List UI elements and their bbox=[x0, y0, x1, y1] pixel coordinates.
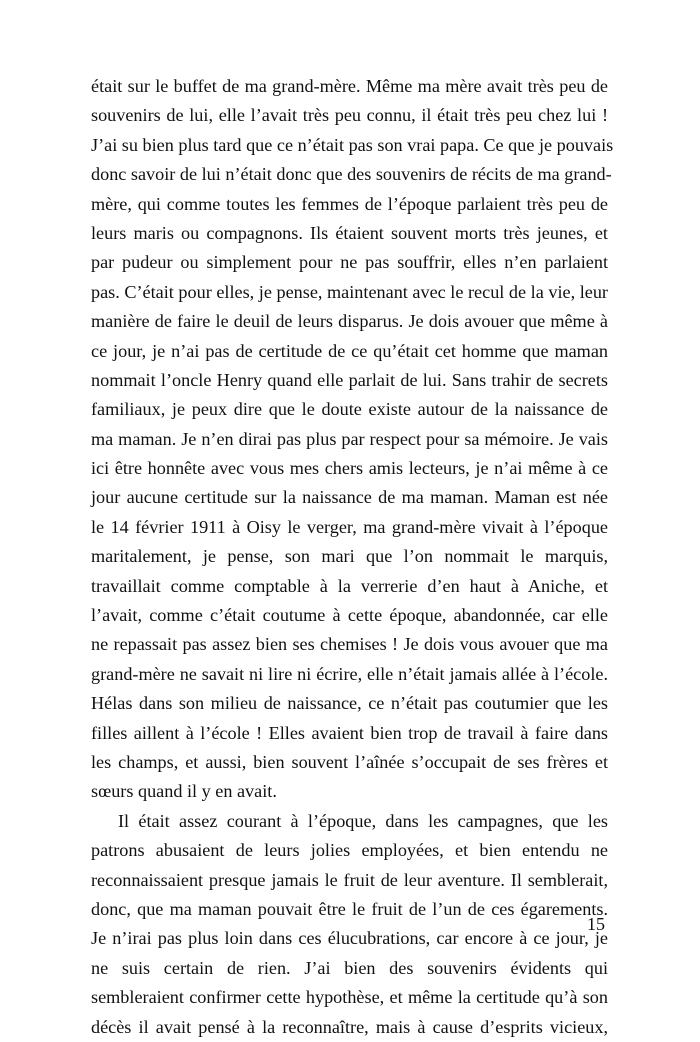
text-line: mère, qui comme toutes les femmes de l’époque parlaient très peu de bbox=[91, 193, 608, 214]
text-line: J’ai su bien plus tard que ce n’était pas son vrai papa. Ce que je pouvais bbox=[91, 134, 614, 155]
text-line: patrons abusaient de leurs jolies employées, et bien entendu ne bbox=[91, 840, 608, 861]
text-line: manière de faire le deuil de leurs disparus. Je dois avouer que même à bbox=[91, 311, 608, 332]
text-line: sœurs quand il y en avait. bbox=[91, 781, 277, 802]
text-line: ce jour, je n’ai pas de certitude de ce qu’était cet homme que maman bbox=[91, 340, 608, 361]
text-line: souvenirs de lui, elle l’avait très peu connu, il était très peu chez lui ! bbox=[91, 105, 608, 126]
text-line: était sur le buffet de ma grand-mère. Même ma mère avait très peu de bbox=[91, 76, 608, 96]
text-line: donc savoir de lui n’était donc que des souvenirs de récits de ma grand- bbox=[91, 164, 612, 185]
text-line: grand-mère ne savait ni lire ni écrire, elle n’était jamais allée à l’école. bbox=[91, 663, 608, 684]
text-line: ici être honnête avec vous mes chers amis lecteurs, je n’ai même à ce bbox=[91, 458, 608, 479]
text-line: Il était assez courant à l’époque, dans les campagnes, que les bbox=[118, 810, 608, 831]
text-line: le 14 février 1911 à Oisy le verger, ma grand-mère vivait à l’époque bbox=[91, 516, 608, 537]
text-line: Hélas dans son milieu de naissance, ce n’était pas coutumier que les bbox=[91, 693, 608, 714]
text-line: nommait l’oncle Henry quand elle parlait de lui. Sans trahir de secrets bbox=[91, 369, 608, 390]
text-line: Je n’irai pas plus loin dans ces élucubrations, car encore à ce jour, je bbox=[91, 928, 608, 949]
text-line: l’avait, comme c’était coutume à cette époque, abandonnée, car elle bbox=[91, 605, 608, 626]
text-line: travaillait comme comptable à la verrerie d’en haut à Aniche, et bbox=[91, 575, 608, 596]
body-text bbox=[91, 72, 614, 1042]
page-number: 15 bbox=[587, 914, 605, 934]
text-line: ne suis certain de rien. J’ai bien des souvenirs évidents qui bbox=[91, 957, 608, 978]
text-line: les champs, et aussi, bien souvent l’aînée s’occupait de ses frères et bbox=[91, 751, 608, 772]
text-line: maritalement, je pense, son mari que l’on nommait le marquis, bbox=[91, 546, 608, 567]
text-line: filles aillent à l’école ! Elles avaient bien trop de travail à faire dans bbox=[91, 722, 608, 743]
text-line: décès il avait pensé à la reconnaître, mais à cause d’esprits vicieux, bbox=[91, 1016, 608, 1037]
text-line: ma maman. Je n’en dirai pas plus par respect pour sa mémoire. Je vais bbox=[91, 428, 608, 449]
text-line: familiaux, je peux dire que le doute existe autour de la naissance de bbox=[91, 399, 608, 420]
text-line: ne repassait pas assez bien ses chemises ! Je dois vous avouer que ma bbox=[91, 634, 608, 655]
text-line: jour aucune certitude sur la naissance de ma maman. Maman est née bbox=[91, 487, 608, 508]
text-line: donc, que ma maman pouvait être le fruit de l’un de ces égarements. bbox=[91, 898, 608, 919]
paragraph bbox=[91, 72, 614, 807]
text-line: par pudeur ou simplement pour ne pas souffrir, elles n’en parlaient bbox=[91, 252, 608, 273]
text-line: pas. C’était pour elles, je pense, maintenant avec le recul de la vie, leur bbox=[91, 281, 608, 302]
text-line: reconnaissaient presque jamais le fruit de leur aventure. Il semblerait, bbox=[91, 869, 608, 890]
paragraph bbox=[91, 807, 608, 1042]
text-line: sembleraient confirmer cette hypothèse, et même la certitude qu’à son bbox=[91, 987, 608, 1008]
text-line: leurs maris ou compagnons. Ils étaient souvent morts très jeunes, et bbox=[91, 222, 608, 243]
